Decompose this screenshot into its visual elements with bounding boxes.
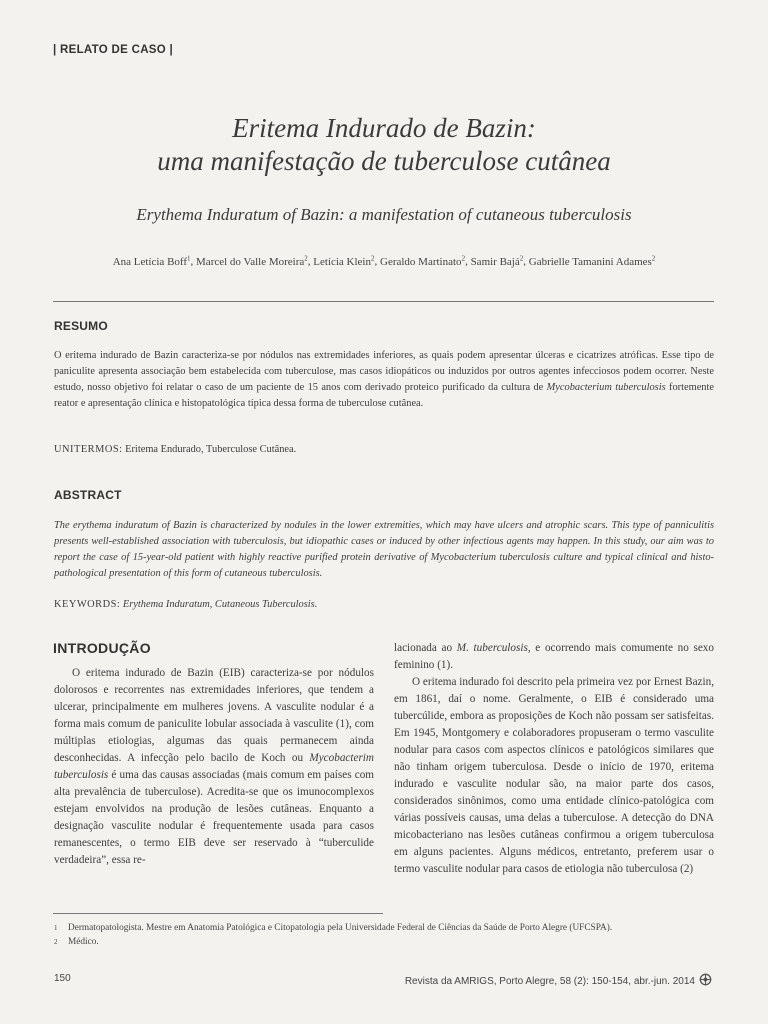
section-tag: | RELATO DE CASO |: [53, 44, 174, 56]
page-number: 150: [54, 973, 71, 984]
abstract-heading: ABSTRACT: [54, 488, 122, 502]
intro-heading: INTRODUÇÃO: [53, 640, 151, 656]
footnotes: [54, 921, 719, 949]
author: Letícia Klein$^2$: [313, 254, 375, 268]
paragraph: O eritema indurado foi descrito pela primeira vez por Ernest Bazin, em 1861, daí o nome. Geralmente, o EIB é considerado uma tubercúlide, embora as proposições de Koch não possam ser satisfeitas. Em 1945, Montgomery e colaboradores propuseram o termo vasculite nodular para casos com aspectos clínicos e patológicos similares que não tinham origem tuberculosa. Desde o início de 1970, eritema indurado e vasculite nodular são, na maior parte dos casos, considerados sinônimos, como uma entidade clínico-patológica com várias possíveis causas, uma delas a tuberculose. A detecção do DNA micobacteriano nas lesões cutâneas confirmou a origem tuberculosa em alguns pacientes. Alguns médicos, entretanto, preferem usar o termo vasculite nodular para casos de etiologia não tuberculosa (2): [394, 676, 714, 875]
journal-logo-icon: [699, 973, 712, 989]
abstract-keywords: KEYWORDS: Erythema Induratum, Cutaneous Tuberculosis.: [54, 599, 318, 610]
resumo-text: O eritema indurado de Bazin caracteriza-se por nódulos nas extremidades inferiores, as quais podem apresentar úlceras e cicatrizes atróficas. Esse tipo de paniculite apresenta associação bem estabelecida com tuberculose, mas casos idiopáticos ou induzidos por outros agentes infecciosos podem ocorrer. Neste estudo, nosso objetivo foi relatar o caso de um paciente de 15 anos com derivado proteico purificado da cultura de Mycobacterium tuberculosis fortemente reator e apresentação clínica e histopatológica típica dessa forma de tuberculose cutânea.: [54, 350, 714, 409]
footnote: 1 Dermatopatologista. Mestre em Anatomia Patológica e Citopatologia pela Universidade Federal de Ciências da Saúde de Porto Alegre (UFCSPA).: [54, 923, 613, 933]
article-title: [0, 112, 768, 178]
english-title: Erythema Induratum of Bazin: a manifestation of cutaneous tuberculosis: [136, 205, 632, 224]
author: Samir Bajá$^2$: [470, 254, 524, 268]
author-list: Ana Letícia Boff$^1$, Marcel do Valle Moreira$^2$, Letícia Klein$^2$, Geraldo Martinato$^2$, Samir Bajá$^2$, Gabrielle Tamanini Adames$^2$: [112, 254, 656, 268]
footnote-divider: [53, 913, 383, 914]
body-column-right: [394, 640, 714, 878]
resumo-heading: RESUMO: [54, 319, 108, 333]
article-title-line-1: Eritema Indurado de Bazin:: [232, 113, 536, 143]
journal-reference: Revista da AMRIGS, Porto Alegre, 58 (2): 150-154, abr.-jun. 2014: [405, 973, 712, 989]
footnote: 2 Médico.: [54, 937, 99, 947]
paragraph: lacionada ao M. tuberculosis, e ocorrendo mais comumente no sexo feminino (1).: [394, 642, 714, 671]
body-column-left: [54, 665, 374, 869]
author: Geraldo Martinato$^2$: [380, 254, 466, 268]
paragraph: O eritema indurado de Bazin (EIB) caracteriza-se por nódulos dolorosos e recorrentes nas extremidades inferiores, que tendem a ulcerar, principalmente em mulheres jovens. A vasculite nodular é a forma mais comum de paniculite lobular associada à vasculite (1), com múltiplas etiologias, algumas das quais permanecem ainda desconhecidas. A infecção pelo bacilo de Koch ou Mycobacterim tuberculosis é uma das causas associadas (mais comum em países com alta prevalência de tuberculose). Acredita-se que os imunocomplexos estejam envolvidos na produção de lesões cutâneas. Enquanto a designação vasculite nodular é frequentemente usada para casos remanescentes, o termo EIB deve ser reservado à “tuberculide verdadeira”, essa re-: [54, 667, 374, 866]
article-title-line-2: uma manifestação de tuberculose cutânea: [157, 146, 611, 176]
author: Gabrielle Tamanini Adames$^2$: [528, 254, 656, 268]
divider: [53, 301, 714, 302]
author: Marcel do Valle Moreira$^2$: [196, 254, 308, 268]
abstract-text: The erythema induratum of Bazin is characterized by nodules in the lower extremities, which may have ulcers and atrophic scars. This type of panniculitis presents well-established association with tuberculosis, but idiopathic cases or induced by other infectious agents may happen. In this study, our aim was to report the case of 15-year-old patient with highly reactive purified protein derivative of Mycobacterium tuberculosis culture and typical clinical and histo-pathological presentation of this form of cutaneous tuberculosis.: [54, 520, 714, 579]
resumo-keywords: UNITERMOS: Eritema Endurado, Tuberculose Cutânea.: [54, 444, 297, 455]
author: Ana Letícia Boff$^1$: [112, 254, 191, 268]
